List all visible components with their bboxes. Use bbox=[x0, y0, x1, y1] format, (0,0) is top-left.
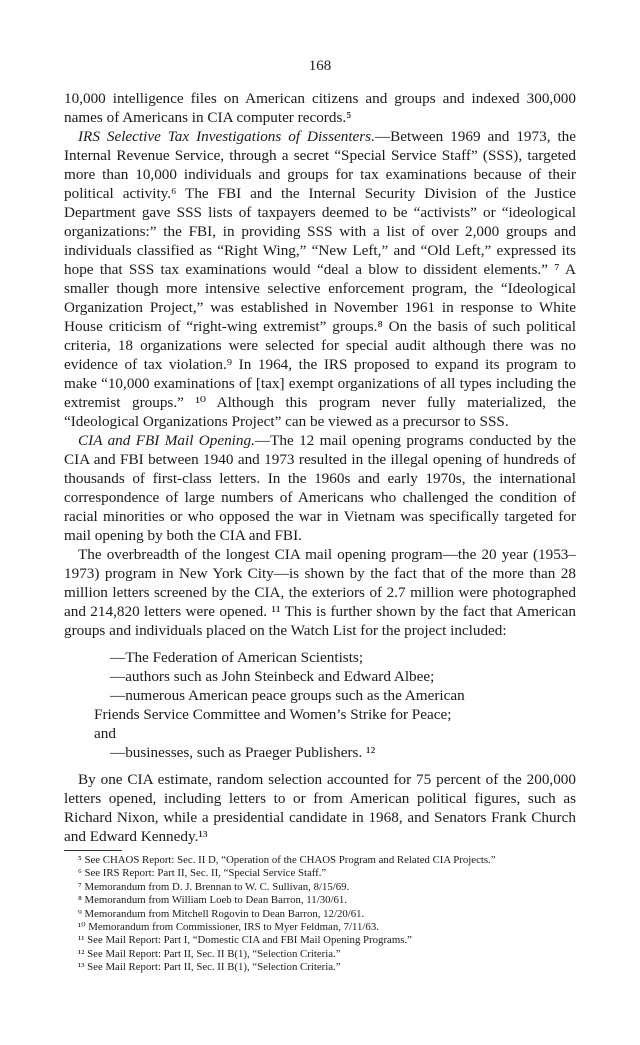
footnote: ⁹ Memorandum from Mitchell Rogovin to Dean Barron, 12/20/61. bbox=[78, 907, 365, 920]
paragraph-overbreadth: The overbreadth of the longest CIA mail opening program—the 20 year (1953–1973) program in New York City—is shown by the fact that of the more than 28 million letters screened by the CIA, the exteriors of 2.7 million were photographed and 214,820 letters were opened. ¹¹ This is further shown by the fact that American groups and individuals placed on the Watch List for the project included: bbox=[64, 546, 576, 639]
list-item: —The Federation of American Scientists; bbox=[110, 649, 364, 666]
list-item: —numerous American peace groups such as the American bbox=[110, 687, 465, 704]
list-item-continuation: Friends Service Committee and Women’s Strike for Peace; bbox=[94, 706, 452, 723]
footnote: ⁵ See CHAOS Report: Sec. II D, “Operation of the CHAOS Program and Related CIA Projects.” bbox=[78, 854, 496, 866]
section-heading-mail-opening: CIA and FBI Mail Opening. bbox=[78, 432, 255, 449]
watch-list bbox=[64, 648, 576, 762]
paragraph-irs bbox=[64, 127, 576, 431]
footnote: ⁶ See IRS Report: Part II, Sec. II, “Special Service Staff.” bbox=[78, 867, 327, 880]
paragraph-mail-opening-text: —The 12 mail opening programs conducted by the CIA and FBI between 1940 and 1973 resulted in the illegal opening of hundreds of thousands of first-class letters. In the 1960s and early 1970s, the international correspondence of large numbers of Americans who challenged the condition of racial minorities or who opposed the war in Vietnam was specifically targeted for mail opening by both the CIA and FBI. bbox=[64, 432, 576, 544]
paragraph-mail-opening bbox=[64, 431, 576, 545]
list-item: —authors such as John Steinbeck and Edward Albee; bbox=[110, 668, 435, 685]
paragraph-closing: By one CIA estimate, random selection accounted for 75 percent of the 200,000 letters opened, including letters to or from American political figures, such as Richard Nixon, while a presidential candidate in 1968, and Senators Frank Church and Edward Kennedy.¹³ bbox=[64, 771, 576, 845]
footnote: ¹¹ See Mail Report: Part I, “Domestic CIA and FBI Mail Opening Programs.” bbox=[78, 934, 412, 947]
footnotes bbox=[64, 854, 576, 975]
footnote: ¹³ See Mail Report: Part II, Sec. II B(1), “Selection Criteria.” bbox=[78, 961, 341, 974]
section-heading-irs: IRS Selective Tax Investigations of Dissenters. bbox=[78, 128, 375, 145]
paragraph-intro: 10,000 intelligence files on American citizens and groups and indexed 300,000 names of Americans in CIA computer records.⁵ bbox=[64, 90, 576, 126]
body-text bbox=[64, 89, 576, 846]
footnote: ¹² See Mail Report: Part II, Sec. II B(1), “Selection Criteria.” bbox=[78, 947, 341, 960]
footnote: ⁸ Memorandum from William Loeb to Dean Barron, 11/30/61. bbox=[78, 894, 347, 907]
page-number: 168 bbox=[308, 58, 332, 74]
footnote-divider bbox=[64, 850, 122, 851]
list-item: —businesses, such as Praeger Publishers. ¹² bbox=[110, 744, 376, 761]
footnote: ¹⁰ Memorandum from Commissioner, IRS to Myer Feldman, 7/11/63. bbox=[78, 921, 379, 934]
list-item-continuation: and bbox=[94, 725, 116, 742]
footnote: ⁷ Memorandum from D. J. Brennan to W. C. Sullivan, 8/15/69. bbox=[78, 880, 350, 893]
paragraph-irs-text: —Between 1969 and 1973, the Internal Revenue Service, through a secret “Special Service Staff” (SSS), targeted more than 10,000 individuals and groups for tax examinations because of their political activity.⁶ The FBI and the Internal Security Division of the Justice Department gave SSS lists of taxpayers deemed to be “activists” or “ideological organizations:” the FBI, in providing SSS with a list of over 2,000 groups and individuals classified as “Right Wing,” “New Left,” and “Old Left,” expressed its hope that SSS tax examinations would “deal a blow to dissident elements.” ⁷ A smaller though more intensive selective enforcement program, the “Ideological Organization Project,” was established in November 1961 in response to White House criticism of “right-wing extremist” groups.⁸ On the basis of such political criteria, 18 organizations were selected for special audit although there was no evidence of tax violation.⁹ In 1964, the IRS proposed to expand its program to make “10,000 examinations of [tax] exempt organizations of all types including the extremist groups.” ¹⁰ Although this program never fully materialized, the “Ideological Organizations Project” can be viewed as a precursor to SSS. bbox=[64, 128, 577, 430]
